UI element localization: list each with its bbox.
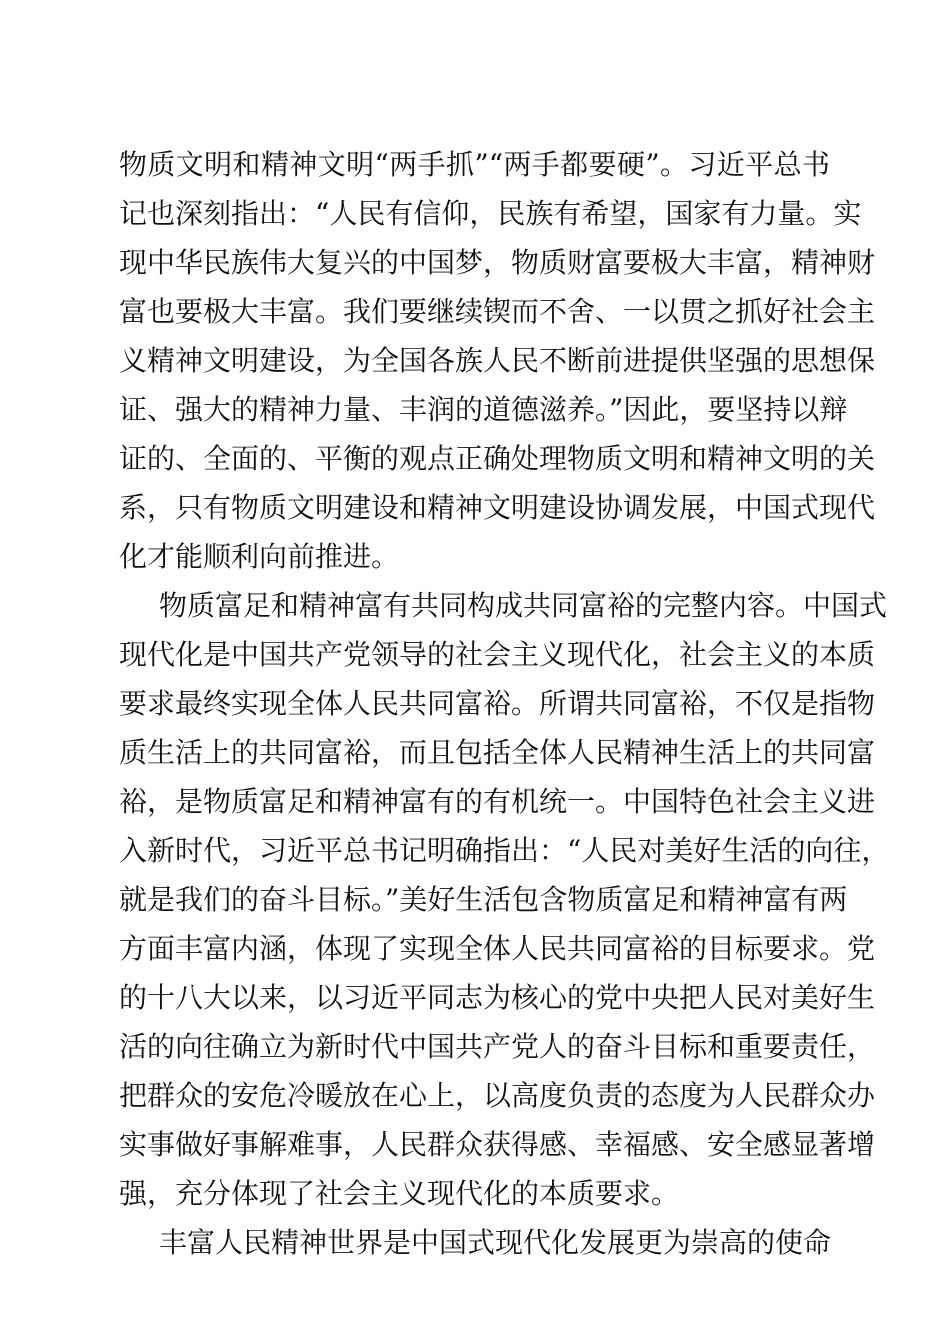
text-line: 实事做好事解难事，人民群众获得感、幸福感、安全感显著增 xyxy=(119,1128,876,1161)
text-line: 证的、全面的、平衡的观点正确处理物质文明和精神文明的关 xyxy=(119,442,876,475)
text-line: 物质文明和精神文明“两手抓”“两手都要硬”。习近平总书 xyxy=(119,148,830,181)
text-line: 把群众的安危冷暖放在心上，以高度负责的态度为人民群众办 xyxy=(119,1079,876,1112)
text-line: 就是我们的奋斗目标。”美好生活包含物质富足和精神富有两 xyxy=(119,883,848,916)
text-line: 化才能顺利向前推进。 xyxy=(119,540,400,573)
text-line: 强，充分体现了社会主义现代化的本质要求。 xyxy=(119,1177,680,1210)
text-line: 裕，是物质富足和精神富有的有机统一。中国特色社会主义进 xyxy=(119,785,876,818)
text-line: 要求最终实现全体人民共同富裕。所谓共同富裕，不仅是指物 xyxy=(119,687,876,720)
text-line: 记也深刻指出：“人民有信仰，民族有希望，国家有力量。实 xyxy=(119,197,862,230)
text-line: 质生活上的共同富裕，而且包括全体人民精神生活上的共同富 xyxy=(119,736,876,769)
text-line: 物质富足和精神富有共同构成共同富裕的完整内容。中国式 xyxy=(159,589,888,622)
text-line: 富也要极大丰富。我们要继续锲而不舍、一以贯之抓好社会主 xyxy=(119,295,876,328)
text-line: 方面丰富内涵，体现了实现全体人民共同富裕的目标要求。党 xyxy=(119,932,876,965)
text-line: 入新时代，习近平总书记明确指出：“人民对美好生活的向往， xyxy=(119,834,890,867)
text-line: 丰富人民精神世界是中国式现代化发展更为崇高的使命 xyxy=(159,1226,832,1259)
text-line: 系，只有物质文明建设和精神文明建设协调发展，中国式现代 xyxy=(119,491,876,524)
text-line: 活的向往确立为新时代中国共产党人的奋斗目标和重要责任， xyxy=(119,1030,876,1063)
body-text xyxy=(119,140,890,1267)
text-line: 义精神文明建设，为全国各族人民不断前进提供坚强的思想保 xyxy=(119,344,876,377)
text-line: 现代化是中国共产党领导的社会主义现代化，社会主义的本质 xyxy=(119,638,876,671)
text-line: 证、强大的精神力量、丰润的道德滋养。”因此，要坚持以辩 xyxy=(119,393,848,426)
text-line: 现中华民族伟大复兴的中国梦，物质财富要极大丰富，精神财 xyxy=(119,246,876,279)
text-line: 的十八大以来，以习近平同志为核心的党中央把人民对美好生 xyxy=(119,981,876,1014)
